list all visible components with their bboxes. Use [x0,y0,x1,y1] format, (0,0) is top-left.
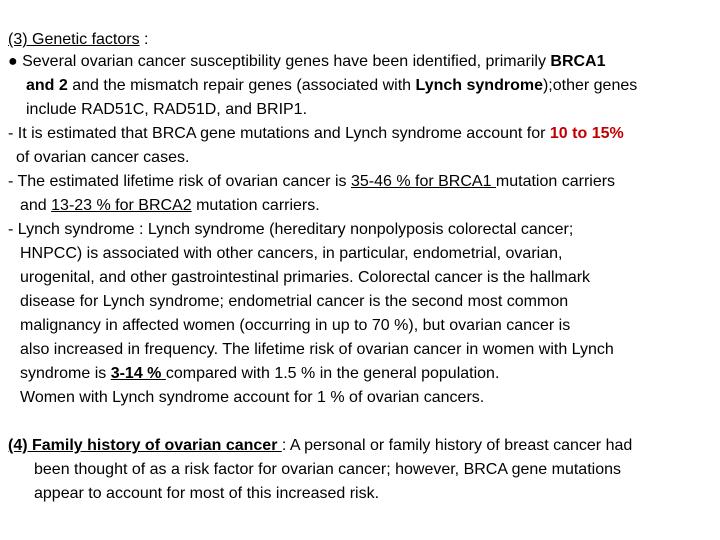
bullet4-line2: HNPCC) is associated with other cancers, in particular, endometrial, ovarian, [20,245,563,262]
section4-line3: appear to account for most of this increased risk. [34,485,380,502]
section4-line2: been thought of as a risk factor for ovarian cancer; however, BRCA gene mutations [34,461,621,478]
bullet3-text2: and [20,197,52,214]
bullet3-text2-end: mutation carriers. [191,197,320,214]
bullet1-text-end: );other genes [542,77,638,94]
bullet3-text-end: mutation carriers [495,173,616,190]
lynch-risk: 3-14 % [110,365,166,382]
bullet1-text-mid: and the mismatch repair genes (associated with [67,77,416,94]
bullet2-line1 [8,124,624,143]
brca1-risk: 35-46 % for BRCA1 [350,173,496,190]
bullet1-line3: include RAD51C, RAD51D, and BRIP1. [26,101,308,118]
bullet1-text: ● Several ovarian cancer susceptibility genes have been identified, primarily [8,53,551,70]
bullet4-line7 [20,364,499,383]
bullet4-line4: disease for Lynch syndrome; endometrial cancer is the second most common [20,293,569,310]
bullet1-line1 [8,52,606,71]
section4-line1 [8,436,632,455]
bullet4-line8: Women with Lynch syndrome account for 1 % of ovarian cancers. [20,389,485,406]
bullet4-line6: also increased in frequency. The lifetime risk of ovarian cancer in women with Lynch [20,341,614,358]
section3-heading: (3) Genetic factors [8,31,140,48]
bullet3-line2 [20,196,320,215]
bullet1-line2 [26,76,637,95]
bullet4-text-end: compared with 1.5 % in the general population. [165,365,500,382]
brca1-term: BRCA1 [550,53,606,70]
percentage-highlight: 10 to 15% [549,125,624,142]
brca2-risk: 13-23 % for BRCA2 [51,197,192,214]
bullet4-line5: malignancy in affected women (occurring in up to 70 %), but ovarian cancer is [20,317,571,334]
section3-heading-suffix: : [139,31,149,48]
bullet4-text: syndrome is [20,365,111,382]
bullet2-text: - It is estimated that BRCA gene mutations and Lynch syndrome account for [8,125,550,142]
brca2-term: and 2 [26,77,68,94]
bullet3-line1 [8,172,615,191]
bullet4-line3: urogenital, and other gastrointestinal primaries. Colorectal cancer is the hallmark [20,269,591,286]
section4-heading: (4) Family history of ovarian cancer [8,437,282,454]
bullet3-text: - The estimated lifetime risk of ovarian cancer is [8,173,351,190]
lynch-syndrome-term: Lynch syndrome [415,77,543,94]
section3-heading-line [8,30,149,49]
bullet4-line1: - Lynch syndrome : Lynch syndrome (hereditary nonpolyposis colorectal cancer; [8,221,574,238]
section4-text: : A personal or family history of breast cancer had [281,437,633,454]
bullet2-line2: of ovarian cancer cases. [16,149,190,166]
